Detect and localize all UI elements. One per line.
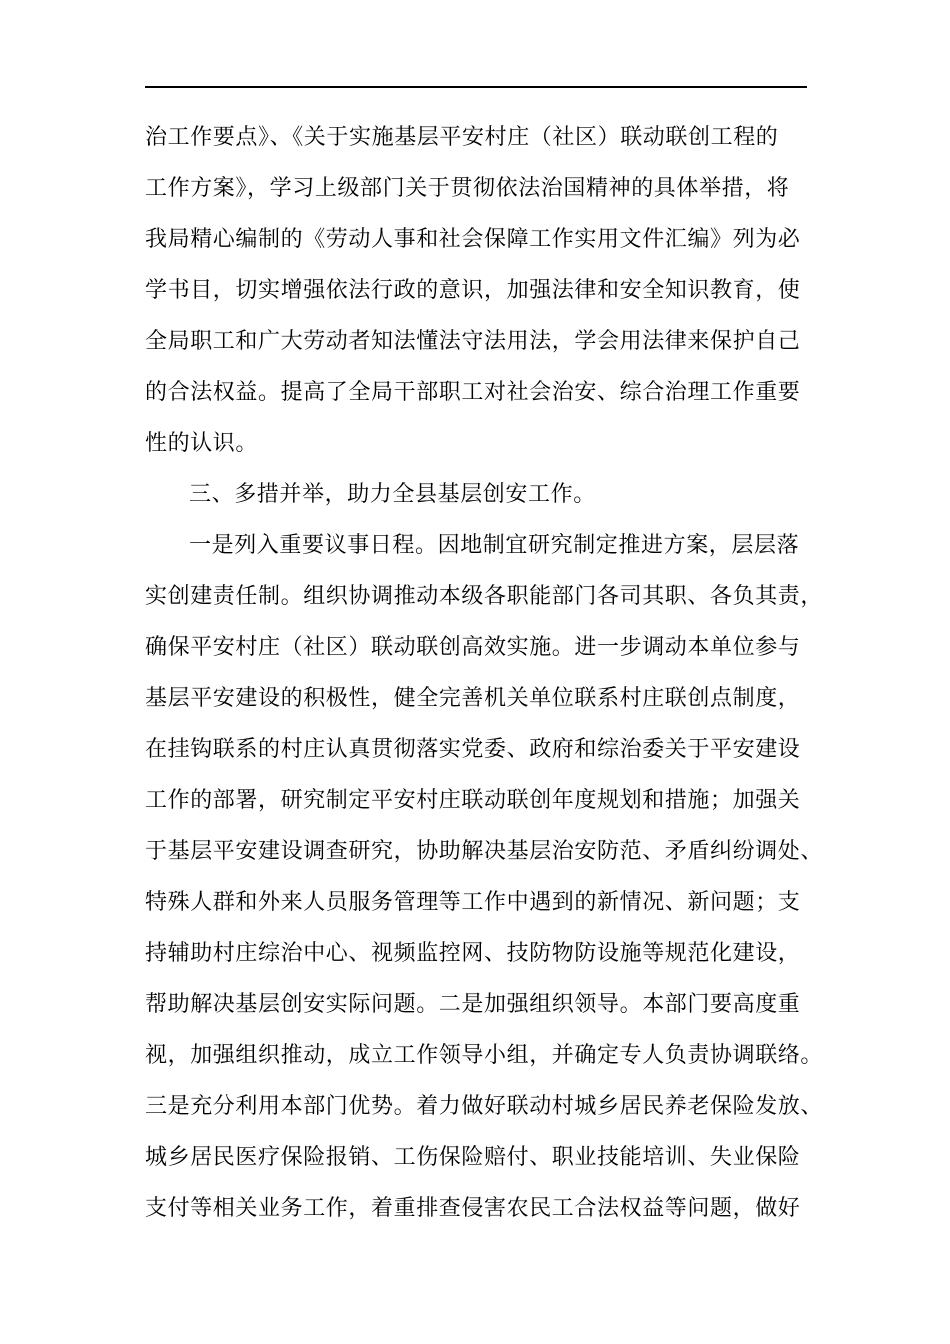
text-line: 视，加强组织推动，成立工作领导小组，并确定专人负责协调联络。 [145,1043,824,1068]
section-heading: 三、多措并举，助力全县基层创安工作。 [189,482,596,507]
text-line: 全局职工和广大劳动者知法懂法守法用法，学会用法律来保护自己 [145,329,801,354]
text-line: 于基层平安建设调查研究，协助解决基层治安防范、矛盾纠纷调处、 [145,839,824,864]
text-line: 特殊人群和外来人员服务管理等工作中遇到的新情况、新问题；支 [145,890,801,915]
text-line: 一是列入重要议事日程。因地制宜研究制定推进方案，层层落 [189,533,800,558]
text-line: 帮助解决基层创安实际问题。二是加强组织领导。本部门要高度重 [145,992,801,1017]
header-rule [145,86,807,88]
body-text [145,112,824,1234]
text-line: 确保平安村庄（社区）联动联创高效实施。进一步调动本单位参与 [145,635,801,660]
text-line: 支付等相关业务工作，着重排查侵害农民工合法权益等问题，做好 [145,1196,801,1221]
text-line: 实创建责任制。组织协调推动本级各职能部门各司其职、各负其责， [145,584,824,609]
text-line: 工作方案》，学习上级部门关于贯彻依法治国精神的具体举措，将 [145,176,790,201]
text-line: 工作的部署，研究制定平安村庄联动联创年度规划和措施；加强关 [145,788,801,813]
text-line: 持辅助村庄综治中心、视频监控网、技防物防设施等规范化建设， [145,941,801,966]
text-line: 的合法权益。提高了全局干部职工对社会治安、综合治理工作重要 [145,380,801,405]
text-line: 城乡居民医疗保险报销、工伤保险赔付、职业技能培训、失业保险 [145,1145,801,1170]
text-line: 性的认识。 [145,431,259,456]
text-line: 基层平安建设的积极性，健全完善机关单位联系村庄联创点制度， [145,686,801,711]
text-line: 三是充分利用本部门优势。着力做好联动村城乡居民养老保险发放、 [145,1094,824,1119]
text-line: 在挂钩联系的村庄认真贯彻落实党委、政府和综治委关于平安建设 [145,737,801,762]
text-line: 我局精心编制的《劳动人事和社会保障工作实用文件汇编》列为必 [145,227,801,252]
text-line: 学书目，切实增强依法行政的意识，加强法律和安全知识教育，使 [145,278,801,303]
text-line: 治工作要点》、《关于实施基层平安村庄（社区）联动联创工程的 [145,125,779,150]
